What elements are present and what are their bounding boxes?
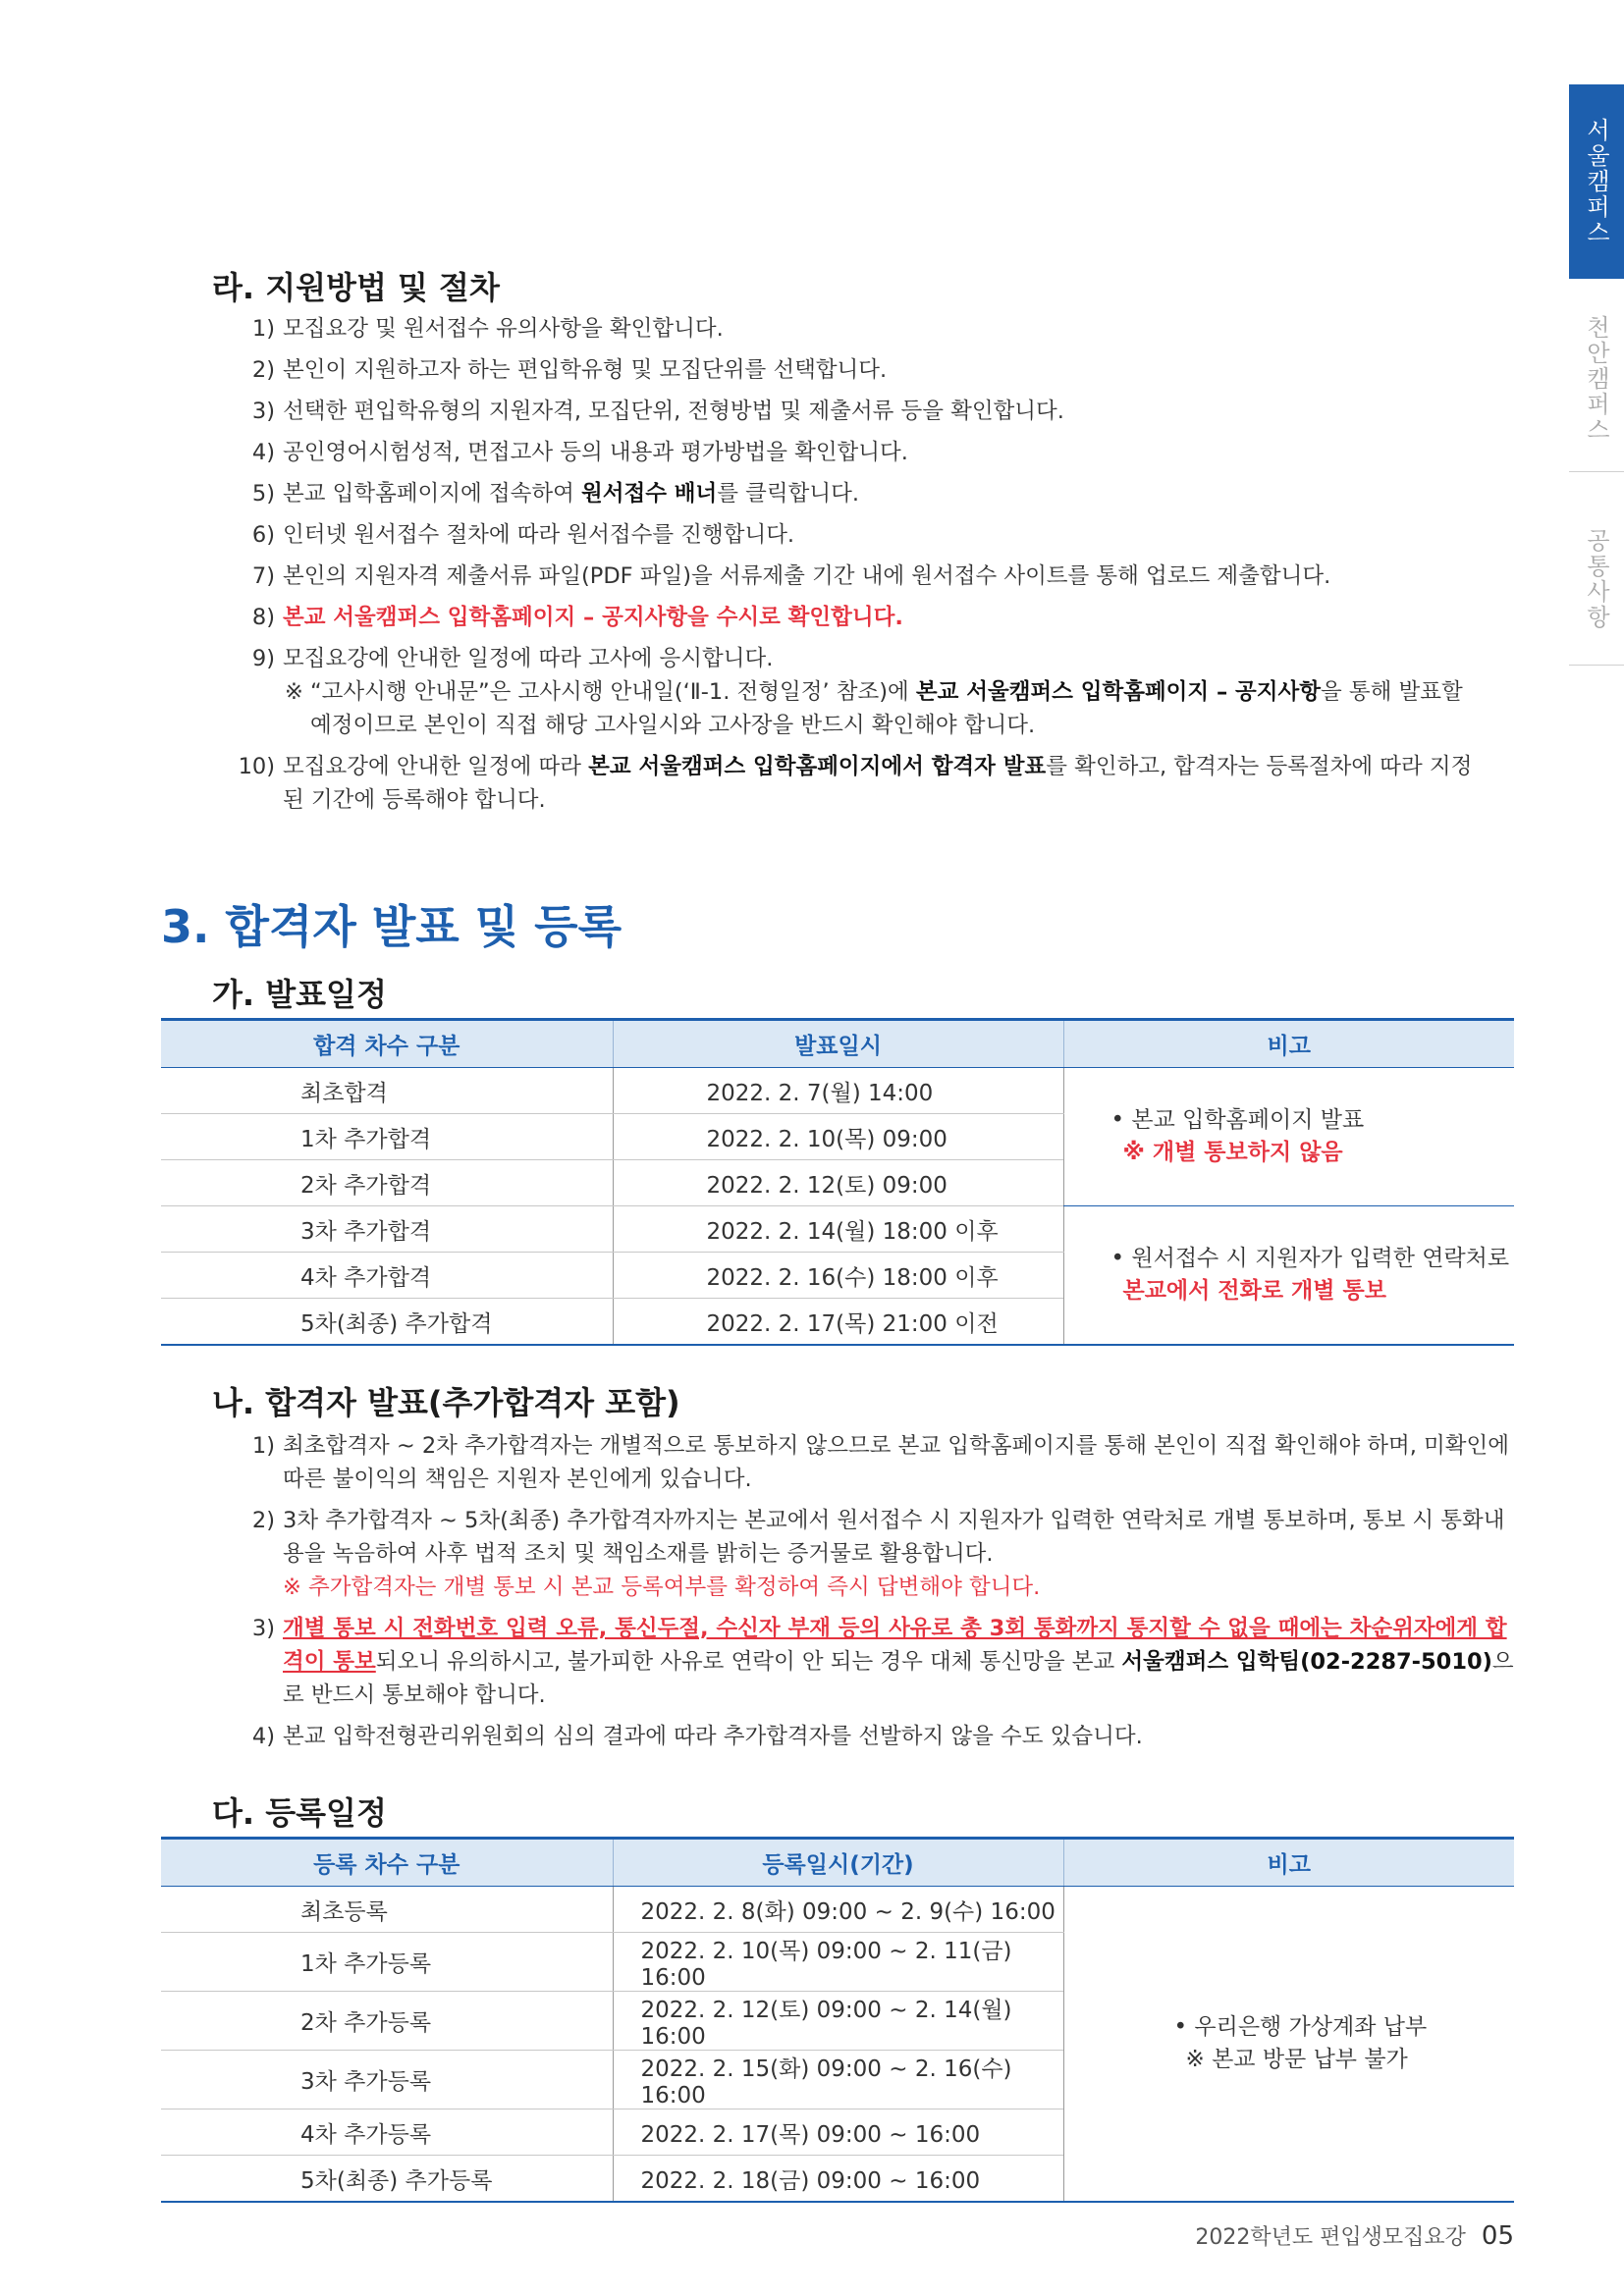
table-row: 5차(최종) 추가등록 2022. 2. 18(금) 09:00 ~ 16:00: [161, 2156, 1514, 2203]
list-item-highlight: 8) 본교 서울캠퍼스 입학홈페이지 – 공지사항을 수시로 확인합니다.: [251, 605, 903, 630]
application-steps-list: [240, 312, 1516, 817]
subsection-title-na: 나. 합격자 발표(추가합격자 포함): [212, 1384, 680, 1421]
list-item: 2) 3차 추가합격자 ~ 5차(최종) 추가합격자까지는 본교에서 원서접수 시 지원자가 입력한 연락처로 개별 통보하며, 통보 시 통화내용을 녹음하여 사후 법적 조치 및 책임소재를 밝히는 증거물로 활용합니다. ※ 추가합격자는 개별 통보 시 본교 등록여부를 확정하여 즉시 답변해야 합니다.: [251, 1508, 1505, 1600]
registration-schedule-table: [161, 1837, 1514, 2203]
footer-title: 2022학년도 편입생모집요강: [1195, 2225, 1466, 2250]
list-item: 1) 모집요강 및 원서접수 유의사항을 확인합니다.: [251, 316, 724, 342]
subsection-title-da: 다. 등록일정: [212, 1794, 387, 1832]
exam-notice-note: ※ “고사시행 안내문”은 고사시행 안내일(‘Ⅱ-1. 전형일정’ 참조)에 본교 서울캠퍼스 입학홈페이지 – 공지사항을 통해 발표할 예정이므로 본인이 직접 해당 고사일시와 고사장을 반드시 확인해야 합니다.: [285, 679, 1463, 738]
list-item: 9) 모집요강에 안내한 일정에 따라 고사에 응시합니다. ※ “고사시행 안내문”은 고사시행 안내일(‘Ⅱ-1. 전형일정’ 참조)에 본교 서울캠퍼스 입학홈페이지 – 공지사항을 통해 발표할 예정이므로 본인이 직접 해당 고사일시와 고사장을 반드시 확인해야 합니다.: [240, 642, 1516, 742]
remark-cell: • 우리은행 가상계좌 납부 ※ 본교 방문 납부 불가: [1063, 1887, 1514, 2203]
table-header-row: 합격 차수 구분 발표일시 비고: [161, 1020, 1514, 1068]
list-item: 4) 본교 입학전형관리위원회의 심의 결과에 따라 추가합격자를 선발하지 않을 수도 있습니다.: [251, 1724, 1143, 1749]
list-item: 5) 본교 입학홈페이지에 접속하여 원서접수 배너를 클릭합니다.: [251, 481, 859, 507]
table-row: 최초합격 2022. 2. 7(월) 14:00 • 본교 입학홈페이지 발표 ※ 개별 통보하지 않음: [161, 1068, 1514, 1114]
tab-divider: [1569, 665, 1624, 666]
table-header-row: 등록 차수 구분 등록일시(기간) 비고: [161, 1839, 1514, 1887]
tab-label: 서울캠퍼스: [1582, 118, 1610, 245]
announcement-schedule-table: [161, 1018, 1514, 1346]
tab-divider: [1569, 471, 1624, 472]
list-item: 10) 모집요강에 안내한 일정에 따라 본교 서울캠퍼스 입학홈페이지에서 합격자 발표를 확인하고, 합격자는 등록절차에 따라 지정된 기간에 등록해야 합니다.: [238, 754, 1473, 813]
tab-common[interactable]: [1569, 510, 1624, 648]
table-row: 3차 추가합격 2022. 2. 14(월) 18:00 이후 • 원서접수 시 지원자가 입력한 연락처로 본교에서 전화로 개별 통보: [161, 1206, 1514, 1253]
result-announcement-list: [240, 1429, 1516, 1753]
table-row: 4차 추가합격 2022. 2. 16(수) 18:00 이후: [161, 1253, 1514, 1299]
list-item: 3) 개별 통보 시 전화번호 입력 오류, 통신두절, 수신자 부재 등의 사유로 총 3회 통화까지 통지할 수 없을 때에는 차순위자에게 합격이 통보되오니 유의하시고, 불가피한 사유로 연락이 안 되는 경우 대체 통신망을 본교 서울캠퍼스 입학팀(02-2287-5010)으로 반드시 통보해야 합니다.: [251, 1616, 1514, 1708]
table-row: 1차 추가합격 2022. 2. 10(목) 09:00: [161, 1114, 1514, 1160]
tab-cheonan-campus[interactable]: [1569, 310, 1624, 448]
list-item: 7) 본인의 지원자격 제출서류 파일(PDF 파일)을 서류제출 기간 내에 원서접수 사이트를 통해 업로드 제출합니다.: [251, 563, 1331, 589]
list-item: 1) 최초합격자 ~ 2차 추가합격자는 개별적으로 통보하지 않으므로 본교 입학홈페이지를 통해 본인이 직접 확인해야 하며, 미확인에 따른 불이익의 책임은 지원자 본인에게 있습니다.: [251, 1433, 1509, 1492]
list-item: 2) 본인이 지원하고자 하는 편입학유형 및 모집단위를 선택합니다.: [251, 357, 888, 383]
subsection-title-ra: 라. 지원방법 및 절차: [212, 269, 500, 306]
section-title-3: 3. 합격자 발표 및 등록: [161, 900, 623, 953]
table-row: 최초등록 2022. 2. 8(화) 09:00 ~ 2. 9(수) 16:00 • 우리은행 가상계좌 납부 ※ 본교 방문 납부 불가: [161, 1887, 1514, 1933]
list-item: 3) 선택한 편입학유형의 지원자격, 모집단위, 전형방법 및 제출서류 등을 확인합니다.: [251, 399, 1064, 424]
list-item: 6) 인터넷 원서접수 절차에 따라 원서접수를 진행합니다.: [251, 522, 795, 548]
list-item: 4) 공인영어시험성적, 면접고사 등의 내용과 평가방법을 확인합니다.: [251, 440, 908, 465]
page-footer: [1195, 2220, 1514, 2251]
table-row: 1차 추가등록 2022. 2. 10(목) 09:00 ~ 2. 11(금) 16:00: [161, 1933, 1514, 1992]
tab-label: 천안캠퍼스: [1582, 315, 1610, 443]
remark-cell: • 원서접수 시 지원자가 입력한 연락처로 본교에서 전화로 개별 통보: [1063, 1206, 1514, 1346]
table-row: 2차 추가등록 2022. 2. 12(토) 09:00 ~ 2. 14(월) 16:00: [161, 1992, 1514, 2051]
tab-seoul-campus[interactable]: [1569, 84, 1624, 279]
subsection-title-ga: 가. 발표일정: [212, 976, 387, 1013]
table-row: 2차 추가합격 2022. 2. 12(토) 09:00: [161, 1160, 1514, 1206]
tab-label: 공통사항: [1582, 528, 1610, 630]
table-row: 3차 추가등록 2022. 2. 15(화) 09:00 ~ 2. 16(수) 16:00: [161, 2051, 1514, 2109]
page-number: 05: [1481, 2221, 1514, 2251]
table-row: 4차 추가등록 2022. 2. 17(목) 09:00 ~ 16:00: [161, 2109, 1514, 2156]
remark-cell: • 본교 입학홈페이지 발표 ※ 개별 통보하지 않음: [1063, 1068, 1514, 1206]
table-row: 5차(최종) 추가합격 2022. 2. 17(목) 21:00 이전: [161, 1299, 1514, 1346]
